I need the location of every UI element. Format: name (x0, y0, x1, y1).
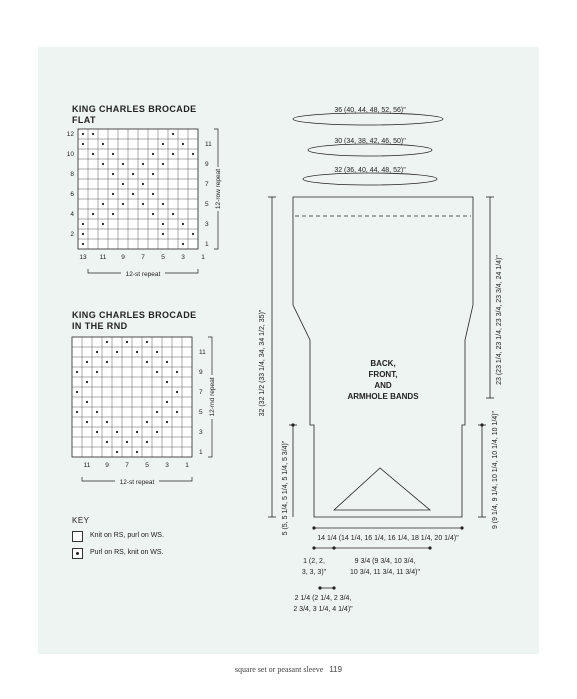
purl-dot (166, 421, 168, 423)
purl-dot (152, 213, 154, 215)
chart1-title-line1: KING CHARLES BROCADE (72, 104, 197, 114)
purl-dot (182, 223, 184, 225)
chart1-row-label-left: 4 (70, 211, 74, 218)
chart1-row-label-right: 1 (205, 241, 209, 248)
purl-dot (192, 153, 194, 155)
purl-dot (76, 391, 78, 393)
purl-dot (122, 203, 124, 205)
purl-dot (146, 341, 148, 343)
purl-dot (92, 153, 94, 155)
purl-dot (116, 431, 118, 433)
chart1-row-label-right: 5 (205, 201, 209, 208)
gusset-c-line2: 2 3/4, 3 1/4, 4 1/4)" (293, 606, 353, 613)
purl-dot (172, 133, 174, 135)
purl-dot (146, 361, 148, 363)
right-upper-label: 23 (23 1/4, 23 1/4, 23 3/4, 23 3/4, 24 1/4)" (496, 255, 503, 385)
purl-dot (176, 371, 178, 373)
key-heading: KEY (72, 516, 90, 525)
purl-dot (102, 203, 104, 205)
purl-dot (176, 391, 178, 393)
purl-dot (76, 411, 78, 413)
left-total-label: 32 (32 1/2 (33 1/4, 34, 34 1/2, 35)" (259, 309, 266, 417)
footer-section: square set or peasant sleeve (234, 665, 324, 674)
chart2-row-label-right: 1 (199, 449, 203, 456)
chart2-row-label-right: 11 (199, 349, 206, 356)
purl-dot (162, 143, 164, 145)
purl-dot (172, 213, 174, 215)
purl-dot (182, 143, 184, 145)
purl-dot (182, 243, 184, 245)
purl-dot (86, 401, 88, 403)
purl-dot (156, 431, 158, 433)
chart1-grid (78, 129, 198, 249)
purl-dot (86, 361, 88, 363)
chart2-col-label: 1 (185, 462, 189, 469)
purl-dot (146, 421, 148, 423)
chart1-row-label-right: 11 (205, 141, 212, 148)
purl-dot (116, 451, 118, 453)
purl-dot (142, 163, 144, 165)
purl-dot (92, 133, 94, 135)
bottom-width-label: 14 1/4 (14 1/4, 16 1/4, 16 1/4, 18 1/4, 20 1/4)" (317, 535, 459, 542)
body-label-3: AND (374, 381, 392, 390)
purl-dot (156, 411, 158, 413)
page-footer (0, 665, 577, 674)
gusset-c-line1: 2 1/4 (2 1/4, 2 3/4, (294, 595, 352, 602)
purl-dot (76, 371, 78, 373)
purl-dot (136, 431, 138, 433)
right-lower-label: 9 (9 1/4, 9 1/4, 10 1/4, 10 1/4, 10 1/4)" (492, 410, 499, 530)
purl-dot (96, 411, 98, 413)
purl-dot (142, 183, 144, 185)
purl-dot (102, 223, 104, 225)
purl-dot (96, 351, 98, 353)
chart1-col-label: 9 (121, 254, 125, 261)
purl-dot (106, 421, 108, 423)
purl-dot (112, 173, 114, 175)
chart1-col-label: 13 (79, 254, 87, 261)
purl-dot (152, 153, 154, 155)
chart1-col-label: 3 (181, 254, 185, 261)
chart2-col-label: 7 (125, 462, 129, 469)
purl-dot (162, 163, 164, 165)
chart1-title-line2: FLAT (72, 115, 96, 125)
gusset-a-line2: 3, 3, 3)" (301, 569, 327, 576)
chart1-row-label-left: 12 (66, 131, 74, 138)
purl-dot (106, 341, 108, 343)
chart1-row-repeat-label: 12-row repeat (215, 168, 222, 210)
chart2-row-label-right: 9 (199, 369, 203, 376)
chart2-title-line2: IN THE RND (72, 321, 128, 331)
purl-dot (112, 193, 114, 195)
purl-dot (152, 173, 154, 175)
chart2-col-label: 3 (165, 462, 169, 469)
chart1-col-label: 11 (99, 254, 107, 261)
chart1-repeat-label: 12-st repeat (125, 271, 161, 278)
purl-dot (166, 361, 168, 363)
purl-dot (106, 361, 108, 363)
gusset-a-line1: 1 (2, 2, (303, 558, 325, 565)
key-purl-label: Purl on RS, knit on WS. (90, 549, 164, 556)
chart2-grid (72, 337, 192, 457)
purl-dot (132, 173, 134, 175)
chart1-row-label-right: 7 (205, 181, 209, 188)
purl-dot (82, 243, 84, 245)
purl-dot (86, 381, 88, 383)
chart2-col-label: 11 (83, 462, 91, 469)
purl-dot (86, 421, 88, 423)
purl-dot (112, 213, 114, 215)
chart2-repeat-label: 12-st repeat (119, 479, 155, 486)
purl-dot (156, 351, 158, 353)
purl-dot (162, 223, 164, 225)
chart1-row-label-left: 6 (70, 191, 74, 198)
chart2-col-label: 9 (105, 462, 109, 469)
gusset-b-line1: 9 3/4 (9 3/4, 10 3/4, (354, 558, 416, 565)
purl-dot (152, 193, 154, 195)
key-knit-label: Knit on RS, purl on WS. (90, 532, 164, 539)
chart1-col-label: 5 (161, 254, 165, 261)
left-lower-label: 5 (5, 5 1/4, 5 1/4, 5 1/4, 5 3/4)" (282, 440, 289, 536)
chart2-row-label-right: 7 (199, 389, 203, 396)
chart1-col-label: 7 (141, 254, 145, 261)
purl-dot (162, 233, 164, 235)
purl-dot (116, 351, 118, 353)
purl-dot (172, 153, 174, 155)
purl-dot (102, 143, 104, 145)
purl-dot (146, 441, 148, 443)
purl-dot (102, 163, 104, 165)
purl-dot (176, 411, 178, 413)
purl-dot (126, 341, 128, 343)
page-number: 119 (329, 665, 343, 674)
chart1-col-label: 1 (201, 254, 205, 261)
purl-dot (126, 441, 128, 443)
purl-dot (132, 193, 134, 195)
chart2-row-repeat-label: 12-rnd repeat (209, 377, 216, 417)
purl-dot (82, 133, 84, 135)
body-label-1: BACK, (370, 359, 396, 368)
ellipse-1-label: 36 (40, 44, 48, 52, 56)" (334, 107, 406, 114)
purl-dot (82, 223, 84, 225)
purl-dot (112, 153, 114, 155)
purl-dot (96, 431, 98, 433)
purl-dot (82, 233, 84, 235)
chart1-row-label-right: 9 (205, 161, 209, 168)
purl-dot (142, 203, 144, 205)
purl-dot (92, 213, 94, 215)
chart2-row-label-right: 5 (199, 409, 203, 416)
purl-dot (136, 351, 138, 353)
body-label-4: ARMHOLE BANDS (347, 392, 419, 401)
chart2-row-label-right: 3 (199, 429, 203, 436)
chart2-title-line1: KING CHARLES BROCADE (72, 310, 197, 320)
purl-dot (136, 451, 138, 453)
purl-dot (122, 183, 124, 185)
purl-dot (162, 203, 164, 205)
purl-dot (96, 371, 98, 373)
body-label-2: FRONT, (368, 370, 398, 379)
purl-dot (156, 371, 158, 373)
ellipse-2-label: 30 (34, 38, 42, 46, 50)" (334, 138, 406, 145)
chart2-col-label: 5 (145, 462, 149, 469)
chart1-row-label-right: 3 (205, 221, 209, 228)
purl-dot (82, 143, 84, 145)
chart1-row-label-left: 2 (70, 231, 74, 238)
chart1-row-label-left: 10 (66, 151, 74, 158)
purl-dot (166, 381, 168, 383)
purl-dot (166, 401, 168, 403)
purl-dot (106, 441, 108, 443)
gusset-b-line2: 10 3/4, 11 3/4, 11 3/4)" (350, 569, 420, 576)
ellipse-3-label: 32 (36, 40, 44, 48, 52)" (334, 167, 406, 174)
purl-dot (122, 163, 124, 165)
purl-dot (192, 233, 194, 235)
chart1-row-label-left: 8 (70, 171, 74, 178)
